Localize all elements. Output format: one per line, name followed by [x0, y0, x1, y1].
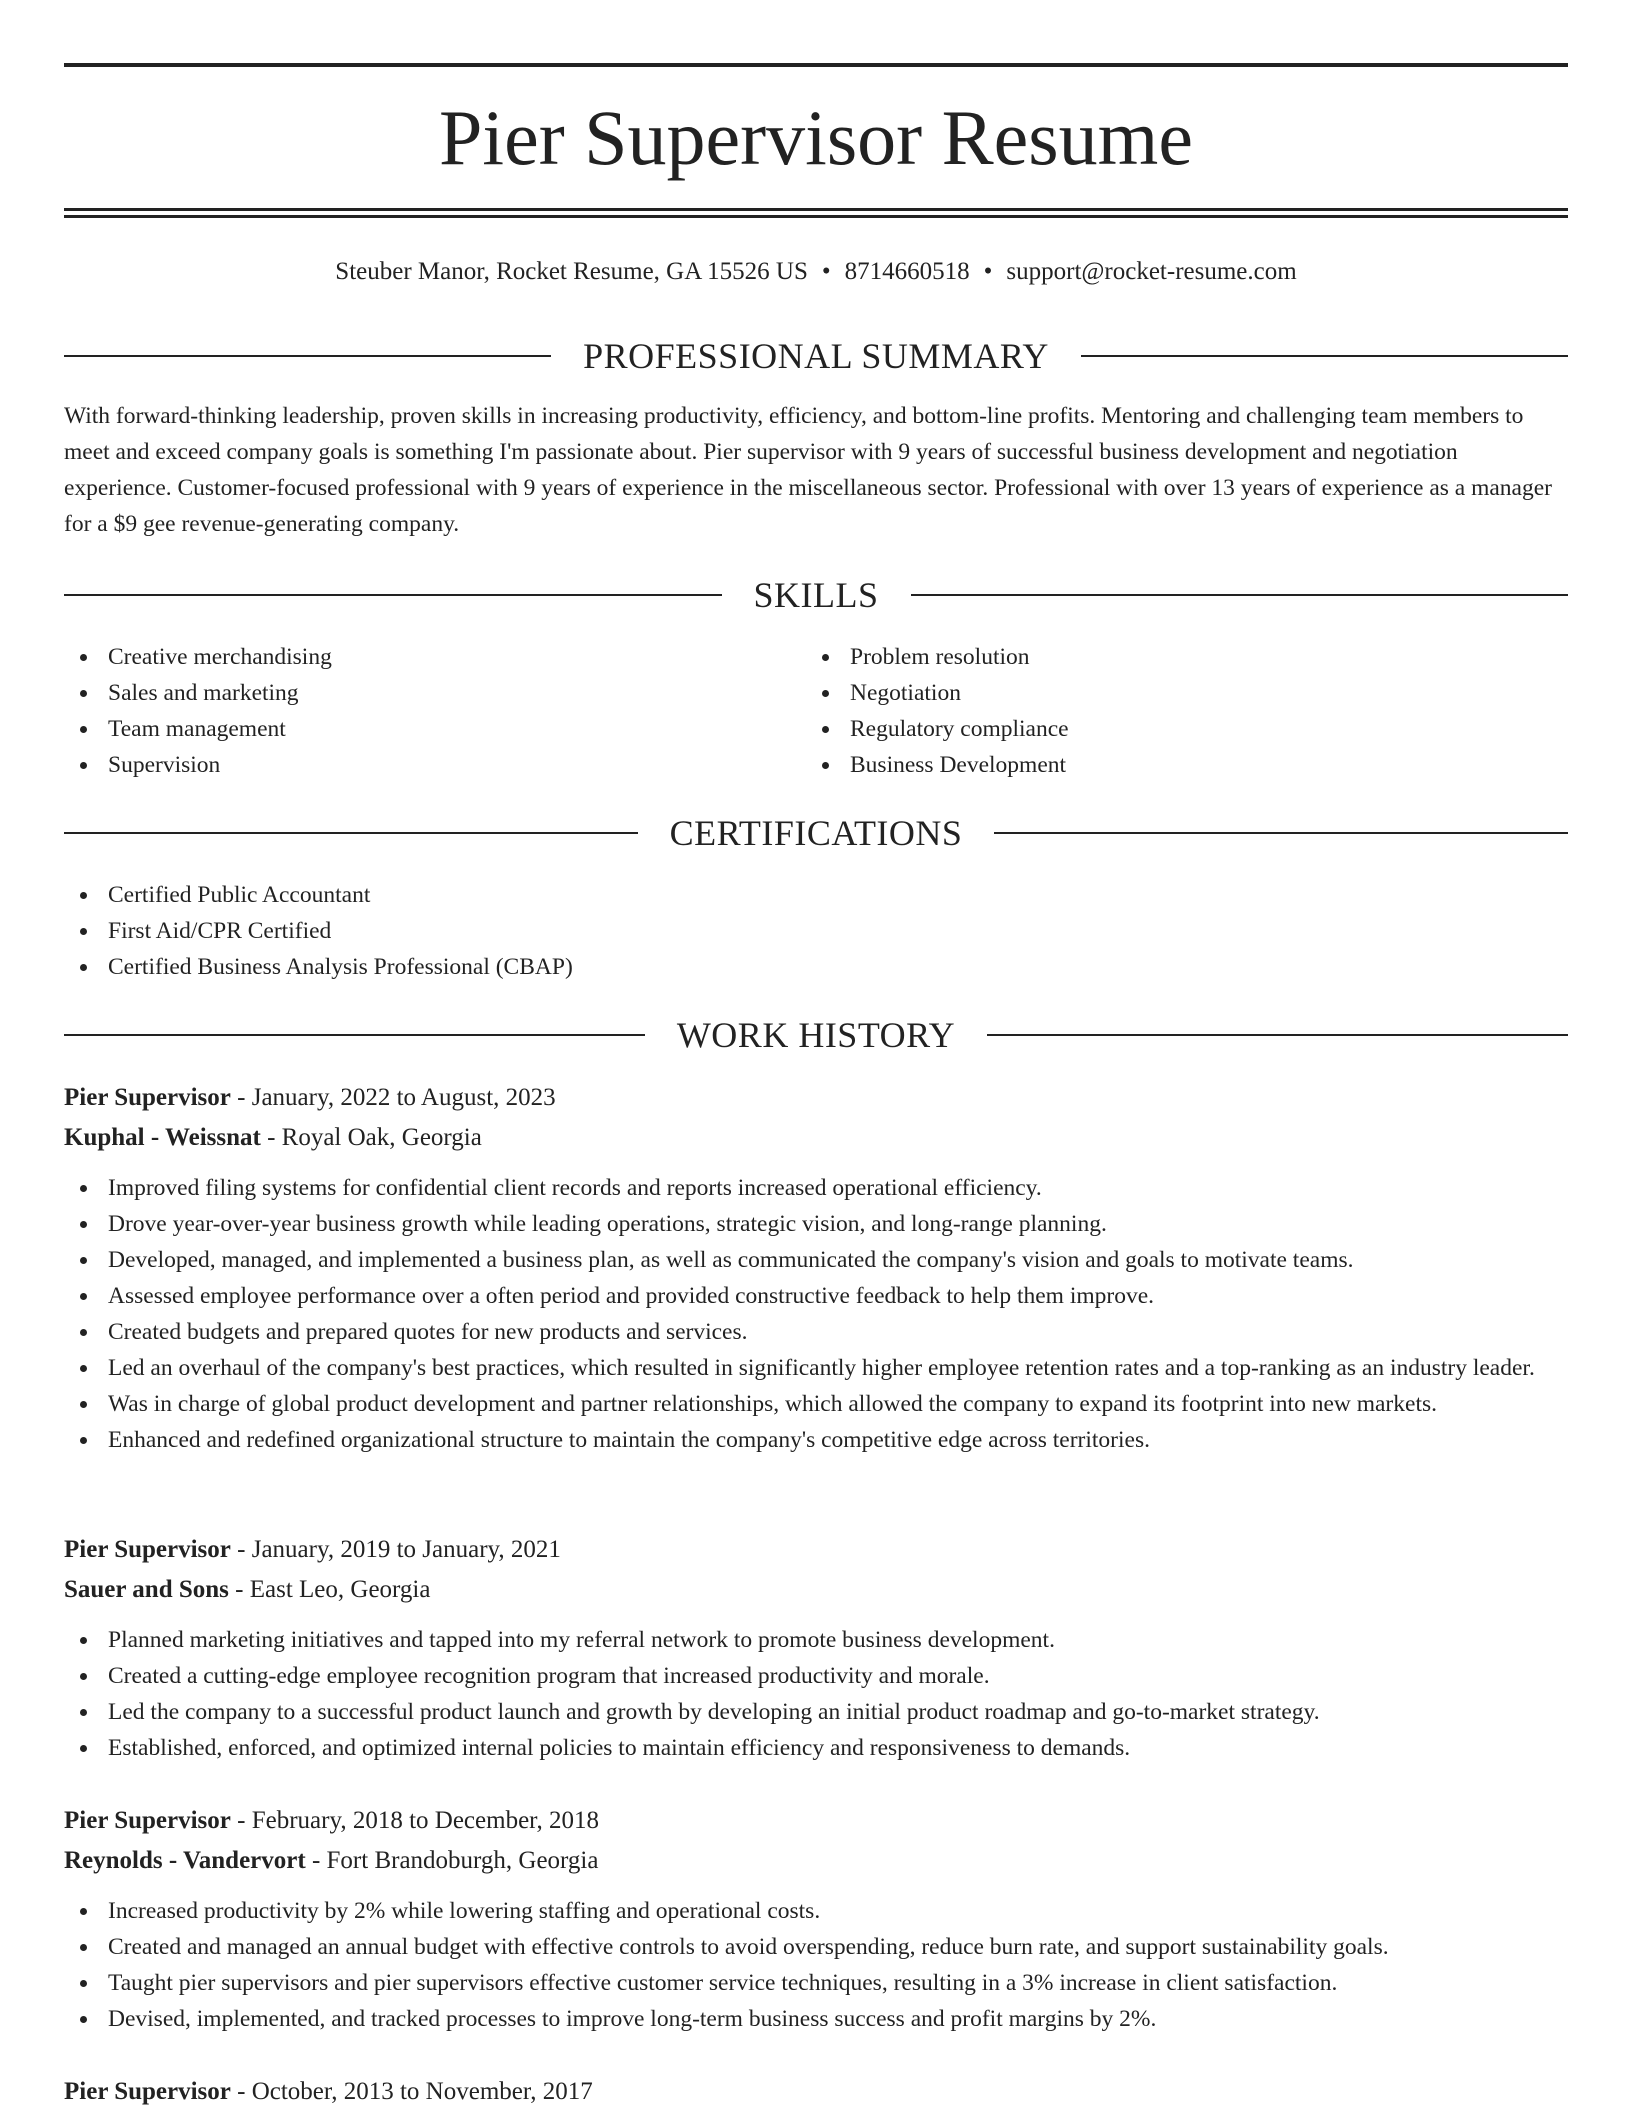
section-heading-summary [64, 334, 1568, 378]
job-bullets [64, 1893, 1568, 2037]
contact-line [64, 254, 1568, 290]
page-title: Pier Supervisor Resume [439, 94, 1193, 181]
top-rule [64, 63, 1568, 67]
job-bullet: Created budgets and prepared quotes for new products and services. [64, 1314, 1568, 1350]
section-title: CERTIFICATIONS [669, 813, 963, 853]
job-bullet: Planned marketing initiatives and tapped into my referral network to promote business development. [64, 1622, 1568, 1658]
job-title-line [64, 2072, 1568, 2112]
certifications-list [64, 877, 1564, 985]
job-bullet: Assessed employee performance over a often period and provided constructive feedback to help them improve. [64, 1278, 1568, 1314]
heading-rule [64, 832, 638, 834]
job-entry [64, 2072, 1568, 2112]
contact-separator: • [821, 258, 831, 285]
section-heading-certifications [64, 811, 1568, 855]
job-location: - Royal Oak, Georgia [260, 1124, 482, 1151]
job-bullet: Was in charge of global product development and partner relationships, which allowed the company to expand its footprint into new markets. [64, 1386, 1568, 1422]
skill-item: Regulatory compliance [806, 711, 1546, 747]
job-bullet: Created and managed an annual budget with effective controls to avoid overspending, reduce burn rate, and support sustainability goals. [64, 1929, 1568, 1965]
job-title: Pier Supervisor [64, 1536, 231, 1563]
heading-rule [1081, 355, 1568, 357]
job-entry [64, 1078, 1568, 1458]
heading-rule [64, 1034, 645, 1036]
job-entry [64, 1530, 1568, 1766]
skill-item: Negotiation [806, 675, 1546, 711]
job-title: Pier Supervisor [64, 1807, 231, 1834]
summary-text: With forward-thinking leadership, proven skills in increasing productivity, efficiency, and bottom-line profits. Mentoring and challenging team members to meet and exceed company goals is something I'm passionate about. Pier supervisor with 9 years of successful business development and negotiation experience. Customer-focused professional with 9 years of experience in the miscellaneous sector. Professional with over 13 years of experience as a manager for a $9 gee revenue-generating company. [64, 403, 1552, 537]
section-title: PROFESSIONAL SUMMARY [583, 336, 1049, 376]
section-title: WORK HISTORY [676, 1015, 956, 1055]
job-title: Pier Supervisor [64, 2078, 231, 2105]
contact-address: Steuber Manor, Rocket Resume, GA 15526 US [335, 258, 808, 285]
job-bullets [64, 1170, 1568, 1458]
skill-item: Sales and marketing [64, 675, 804, 711]
skill-item: Creative merchandising [64, 639, 804, 675]
skill-item: Problem resolution [806, 639, 1546, 675]
job-bullet: Improved filing systems for confidential client records and reports increased operational efficiency. [64, 1170, 1568, 1206]
job-title: Pier Supervisor [64, 1084, 231, 1111]
job-company: Kuphal - Weissnat [64, 1124, 261, 1151]
job-bullet: Established, enforced, and optimized internal policies to maintain efficiency and responsiveness to demands. [64, 1730, 1568, 1766]
certification-item: First Aid/CPR Certified [64, 913, 1564, 949]
skills-list-left [64, 639, 804, 783]
skill-item: Team management [64, 711, 804, 747]
job-bullet: Developed, managed, and implemented a business plan, as well as communicated the company's vision and goals to motivate teams. [64, 1242, 1568, 1278]
heading-rule [987, 1034, 1568, 1036]
section-heading-skills [64, 573, 1568, 617]
job-company-line [64, 1118, 1568, 1158]
job-dates: - February, 2018 to December, 2018 [230, 1807, 599, 1834]
job-company: Sauer and Sons [64, 1576, 229, 1603]
job-entry [64, 1801, 1568, 2037]
job-title-line [64, 1078, 1568, 1118]
contact-email: support@rocket-resume.com [1006, 258, 1297, 285]
section-title: SKILLS [753, 575, 879, 615]
contact-separator: • [983, 258, 993, 285]
job-bullet: Led an overhaul of the company's best practices, which resulted in significantly higher employee retention rates and a top-ranking as an industry leader. [64, 1350, 1568, 1386]
heading-rule [994, 832, 1568, 834]
job-location: - Fort Brandoburgh, Georgia [305, 1847, 599, 1874]
job-title-line [64, 1530, 1568, 1570]
job-bullet: Led the company to a successful product launch and growth by developing an initial product roadmap and go-to-market strategy. [64, 1694, 1568, 1730]
job-company-line [64, 1570, 1568, 1610]
job-bullet: Drove year-over-year business growth while leading operations, strategic vision, and long-range planning. [64, 1206, 1568, 1242]
job-bullet: Devised, implemented, and tracked processes to improve long-term business success and profit margins by 2%. [64, 2001, 1568, 2037]
job-bullet: Created a cutting-edge employee recognition program that increased productivity and morale. [64, 1658, 1568, 1694]
certification-item: Certified Business Analysis Professional (CBAP) [64, 949, 1564, 985]
contact-phone: 8714660518 [844, 258, 970, 285]
job-bullets [64, 1622, 1568, 1766]
heading-rule [911, 594, 1569, 596]
job-dates: - January, 2022 to August, 2023 [230, 1084, 556, 1111]
skill-item: Supervision [64, 747, 804, 783]
job-dates: - October, 2013 to November, 2017 [230, 2078, 593, 2105]
certification-item: Certified Public Accountant [64, 877, 1564, 913]
skill-item: Business Development [806, 747, 1546, 783]
job-bullet: Enhanced and redefined organizational structure to maintain the company's competitive edge across territories. [64, 1422, 1568, 1458]
job-location: - East Leo, Georgia [228, 1576, 431, 1603]
section-heading-work-history [64, 1013, 1568, 1057]
job-title-line [64, 1801, 1568, 1841]
job-company-line [64, 1841, 1568, 1881]
job-company: Reynolds - Vandervort [64, 1847, 306, 1874]
skills-list-right [806, 639, 1546, 783]
job-dates: - January, 2019 to January, 2021 [230, 1536, 561, 1563]
job-bullet: Increased productivity by 2% while lowering staffing and operational costs. [64, 1893, 1568, 1929]
job-bullet: Taught pier supervisors and pier supervisors effective customer service techniques, resulting in a 3% increase in client satisfaction. [64, 1965, 1568, 2001]
heading-rule [64, 355, 551, 357]
title-double-rule [64, 208, 1568, 218]
heading-rule [64, 594, 722, 596]
